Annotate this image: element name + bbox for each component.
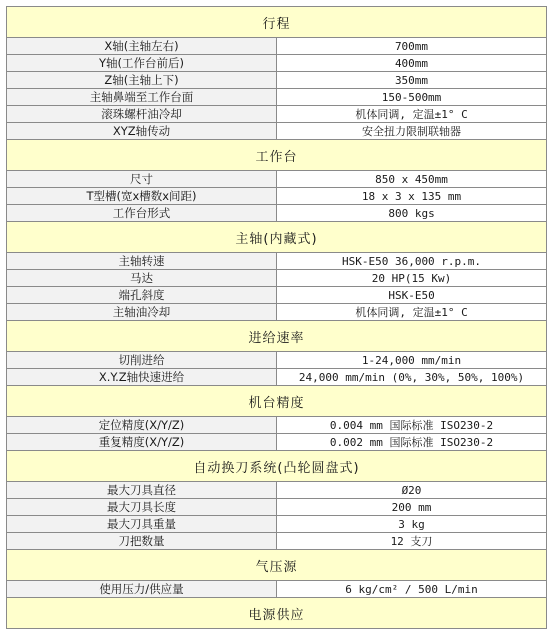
spec-table-body — [7, 7, 547, 629]
section-header-row — [7, 7, 547, 38]
spec-value: 1-24,000 mm/min — [277, 352, 547, 369]
section-title: 气压源 — [7, 550, 547, 581]
spec-label: 主轴转速 — [7, 253, 277, 270]
spec-label: XYZ轴传动 — [7, 123, 277, 140]
table-row — [7, 581, 547, 598]
spec-label: 最大刀具直径 — [7, 482, 277, 499]
spec-label: 定位精度(X/Y/Z) — [7, 417, 277, 434]
table-row — [7, 499, 547, 516]
table-row — [7, 352, 547, 369]
spec-value: 12 支刀 — [277, 533, 547, 550]
spec-label: 最大刀具重量 — [7, 516, 277, 533]
spec-value: 6 kg/cm² / 500 L/min — [277, 581, 547, 598]
spec-label: X轴(主轴左右) — [7, 38, 277, 55]
spec-label: T型槽(宽x槽数x间距) — [7, 188, 277, 205]
spec-value: 20 HP(15 Kw) — [277, 270, 547, 287]
spec-label: 刀把数量 — [7, 533, 277, 550]
spec-label: X.Y.Z轴快速进给 — [7, 369, 277, 386]
section-header-row — [7, 222, 547, 253]
table-row — [7, 270, 547, 287]
table-row — [7, 123, 547, 140]
spec-value: 150-500mm — [277, 89, 547, 106]
spec-label: 主轴油冷却 — [7, 304, 277, 321]
table-row — [7, 72, 547, 89]
spec-label: 切削进给 — [7, 352, 277, 369]
section-title: 行程 — [7, 7, 547, 38]
spec-value: 机体同调, 定温±1° C — [277, 304, 547, 321]
section-title: 电源供应 — [7, 598, 547, 629]
table-row — [7, 38, 547, 55]
spec-label: Z轴(主轴上下) — [7, 72, 277, 89]
spec-value: 3 kg — [277, 516, 547, 533]
spec-value: 机体同调, 定温±1° C — [277, 106, 547, 123]
table-row — [7, 304, 547, 321]
spec-label: 尺寸 — [7, 171, 277, 188]
table-row — [7, 55, 547, 72]
section-header-row — [7, 386, 547, 417]
section-header-row — [7, 321, 547, 352]
section-title: 主轴(内藏式) — [7, 222, 547, 253]
table-row — [7, 434, 547, 451]
section-title: 进给速率 — [7, 321, 547, 352]
table-row — [7, 205, 547, 222]
table-row — [7, 188, 547, 205]
spec-value: Ø20 — [277, 482, 547, 499]
table-row — [7, 482, 547, 499]
spec-value: HSK-E50 — [277, 287, 547, 304]
table-row — [7, 106, 547, 123]
section-header-row — [7, 451, 547, 482]
spec-value: 200 mm — [277, 499, 547, 516]
spec-label: 端孔斜度 — [7, 287, 277, 304]
spec-label: Y轴(工作台前后) — [7, 55, 277, 72]
spec-label: 最大刀具长度 — [7, 499, 277, 516]
spec-value: 0.002 mm 国际标准 ISO230-2 — [277, 434, 547, 451]
table-row — [7, 516, 547, 533]
spec-value: 800 kgs — [277, 205, 547, 222]
table-row — [7, 171, 547, 188]
spec-value: 18 x 3 x 135 mm — [277, 188, 547, 205]
spec-label: 工作台形式 — [7, 205, 277, 222]
section-header-row — [7, 598, 547, 629]
table-row — [7, 369, 547, 386]
table-row — [7, 533, 547, 550]
spec-table — [6, 6, 547, 629]
section-title: 工作台 — [7, 140, 547, 171]
table-row — [7, 287, 547, 304]
section-header-row — [7, 550, 547, 581]
spec-value: 850 x 450mm — [277, 171, 547, 188]
table-row — [7, 253, 547, 270]
spec-value: HSK-E50 36,000 r.p.m. — [277, 253, 547, 270]
spec-label: 使用压力/供应量 — [7, 581, 277, 598]
spec-value: 安全扭力限制联轴器 — [277, 123, 547, 140]
table-row — [7, 89, 547, 106]
spec-value: 400mm — [277, 55, 547, 72]
spec-label: 主轴鼻端至工作台面 — [7, 89, 277, 106]
table-row — [7, 417, 547, 434]
spec-value: 700mm — [277, 38, 547, 55]
spec-label: 滚珠螺杆油冷却 — [7, 106, 277, 123]
section-header-row — [7, 140, 547, 171]
spec-value: 0.004 mm 国际标准 ISO230-2 — [277, 417, 547, 434]
spec-label: 重复精度(X/Y/Z) — [7, 434, 277, 451]
spec-value: 350mm — [277, 72, 547, 89]
spec-label: 马达 — [7, 270, 277, 287]
spec-value: 24,000 mm/min (0%, 30%, 50%, 100%) — [277, 369, 547, 386]
section-title: 机台精度 — [7, 386, 547, 417]
section-title: 自动换刀系统(凸轮圆盘式) — [7, 451, 547, 482]
